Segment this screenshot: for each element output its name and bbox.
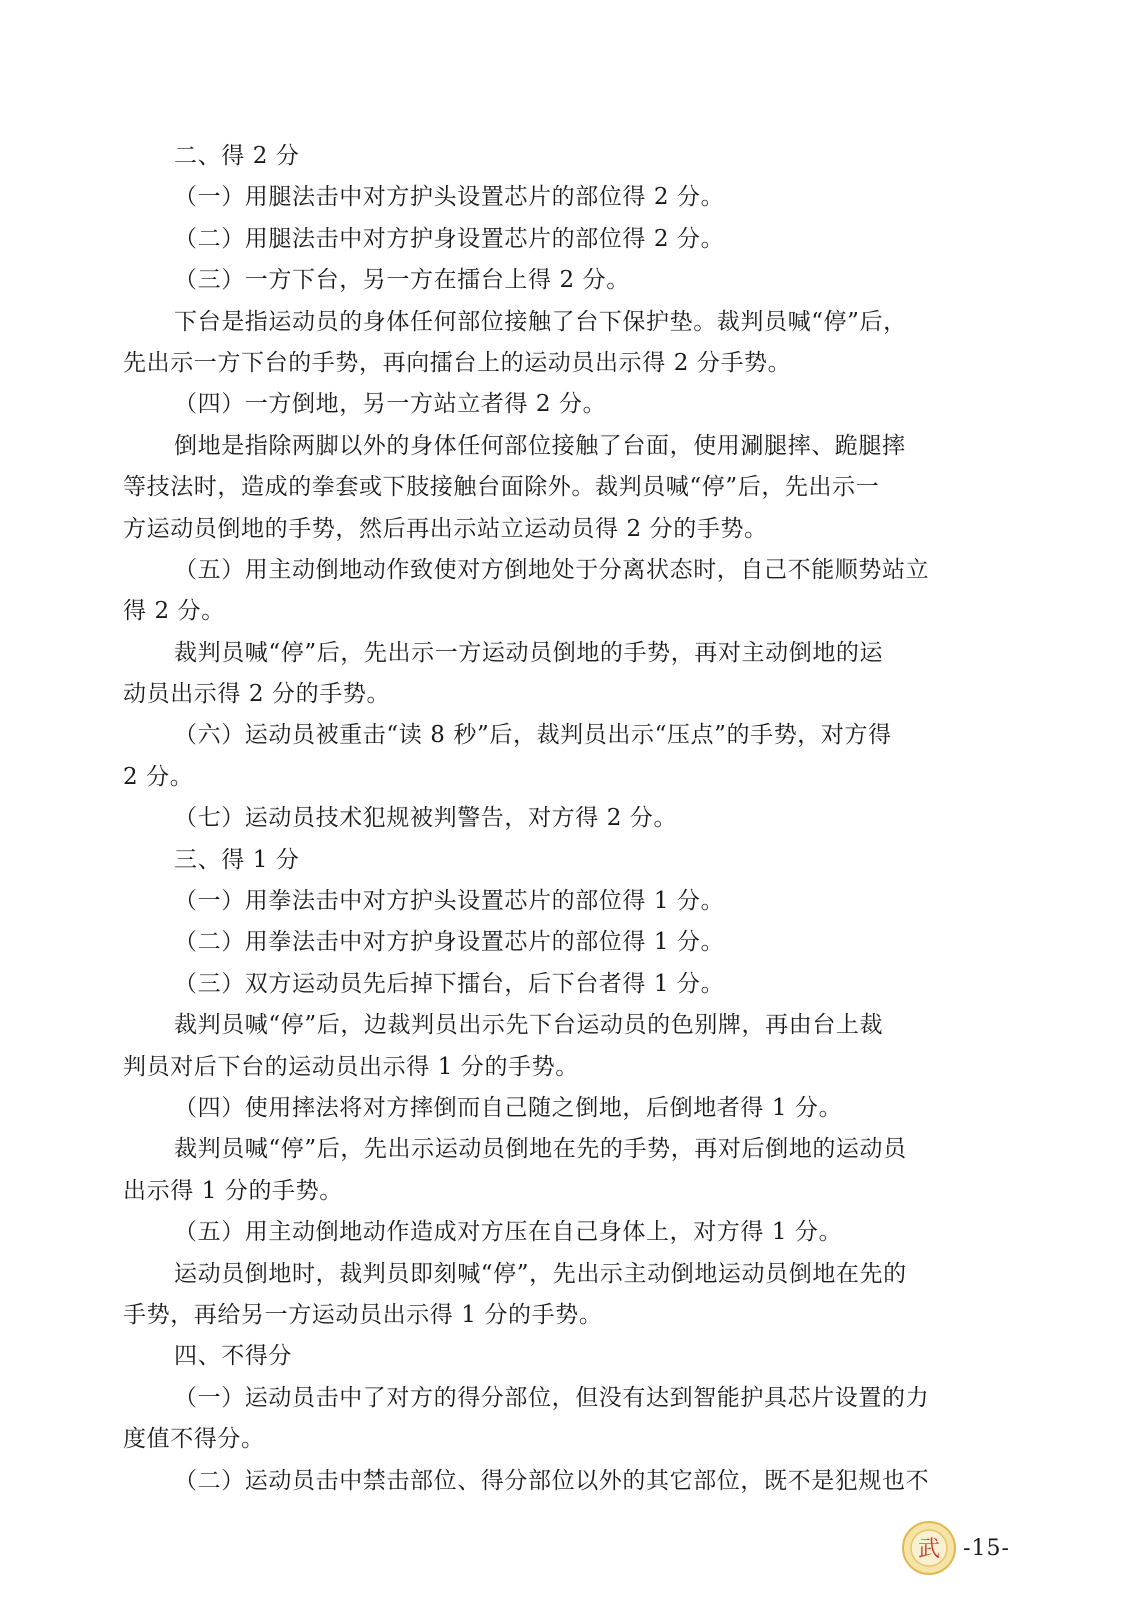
text-line: 先出示一方下台的手势，再向擂台上的运动员出示得 2 分手势。 (123, 349, 792, 376)
text-line: 倒地是指除两脚以外的身体任何部位接触了台面，使用涮腿摔、跪腿摔 (174, 432, 906, 459)
text-line: （五）用主动倒地动作造成对方压在自己身体上，对方得 1 分。 (174, 1219, 843, 1246)
text-line: （三）双方运动员先后掉下擂台，后下台者得 1 分。 (174, 970, 725, 997)
text-line: 裁判员喊“停”后，先出示运动员倒地在先的手势，再对后倒地的运动员 (174, 1136, 907, 1163)
text-line: 2 分。 (123, 763, 194, 790)
text-line: 判员对后下台的运动员出示得 1 分的手势。 (123, 1053, 579, 1080)
text-line: 运动员倒地时，裁判员即刻喊“停”，先出示主动倒地运动员倒地在先的 (174, 1260, 907, 1287)
text-line: 动员出示得 2 分的手势。 (123, 681, 391, 708)
text-line: 二、得 2 分 (174, 143, 300, 169)
text-line: 三、得 1 分 (174, 846, 300, 873)
text-line: （三）一方下台，另一方在擂台上得 2 分。 (174, 267, 630, 294)
text-line: 下台是指运动员的身体任何部位接触了台下保护垫。裁判员喊“停”后， (174, 308, 907, 335)
text-line: （一）运动员击中了对方的得分部位，但没有达到智能护具芯片设置的力 (174, 1384, 930, 1411)
text-line: （七）运动员技术犯规被判警告，对方得 2 分。 (174, 805, 678, 832)
text-line: 等技法时，造成的拳套或下肢接触台面除外。裁判员喊“停”后，先出示一 (123, 474, 880, 501)
text-line: 方运动员倒地的手势，然后再出示站立运动员得 2 分的手势。 (123, 515, 768, 542)
page-number: -15- (963, 1535, 1010, 1561)
text-line: （二）用拳法击中对方护身设置芯片的部位得 1 分。 (174, 929, 725, 956)
document-body (123, 136, 1003, 1502)
wushu-emblem-icon (901, 1520, 957, 1576)
page-footer (901, 1518, 1010, 1578)
text-line: （一）用腿法击中对方护头设置芯片的部位得 2 分。 (174, 184, 725, 211)
text-line: （二）运动员击中禁击部位、得分部位以外的其它部位，既不是犯规也不 (174, 1467, 930, 1494)
text-line: 度值不得分。 (123, 1426, 265, 1453)
text-line: 四、不得分 (174, 1343, 292, 1370)
text-line: 得 2 分。 (123, 598, 225, 625)
text-line: 手势，再给另一方运动员出示得 1 分的手势。 (123, 1301, 603, 1328)
text-line: （一）用拳法击中对方护头设置芯片的部位得 1 分。 (174, 888, 725, 915)
logo-character: 武 (918, 1537, 941, 1562)
text-line: 裁判员喊“停”后，先出示一方运动员倒地的手势，再对主动倒地的运 (174, 639, 884, 666)
text-line: （五）用主动倒地动作致使对方倒地处于分离状态时，自己不能顺势站立 (174, 556, 930, 583)
text-line: （六）运动员被重击“读 8 秒”后，裁判员出示“压点”的手势，对方得 (174, 722, 892, 749)
text-line: （四）使用摔法将对方摔倒而自己随之倒地，后倒地者得 1 分。 (174, 1094, 843, 1121)
text-line: （四）一方倒地，另一方站立者得 2 分。 (174, 391, 607, 418)
text-line: 裁判员喊“停”后，边裁判员出示先下台运动员的色别牌，再由台上裁 (174, 1012, 884, 1039)
text-line: （二）用腿法击中对方护身设置芯片的部位得 2 分。 (174, 225, 725, 252)
text-line: 出示得 1 分的手势。 (123, 1177, 343, 1204)
